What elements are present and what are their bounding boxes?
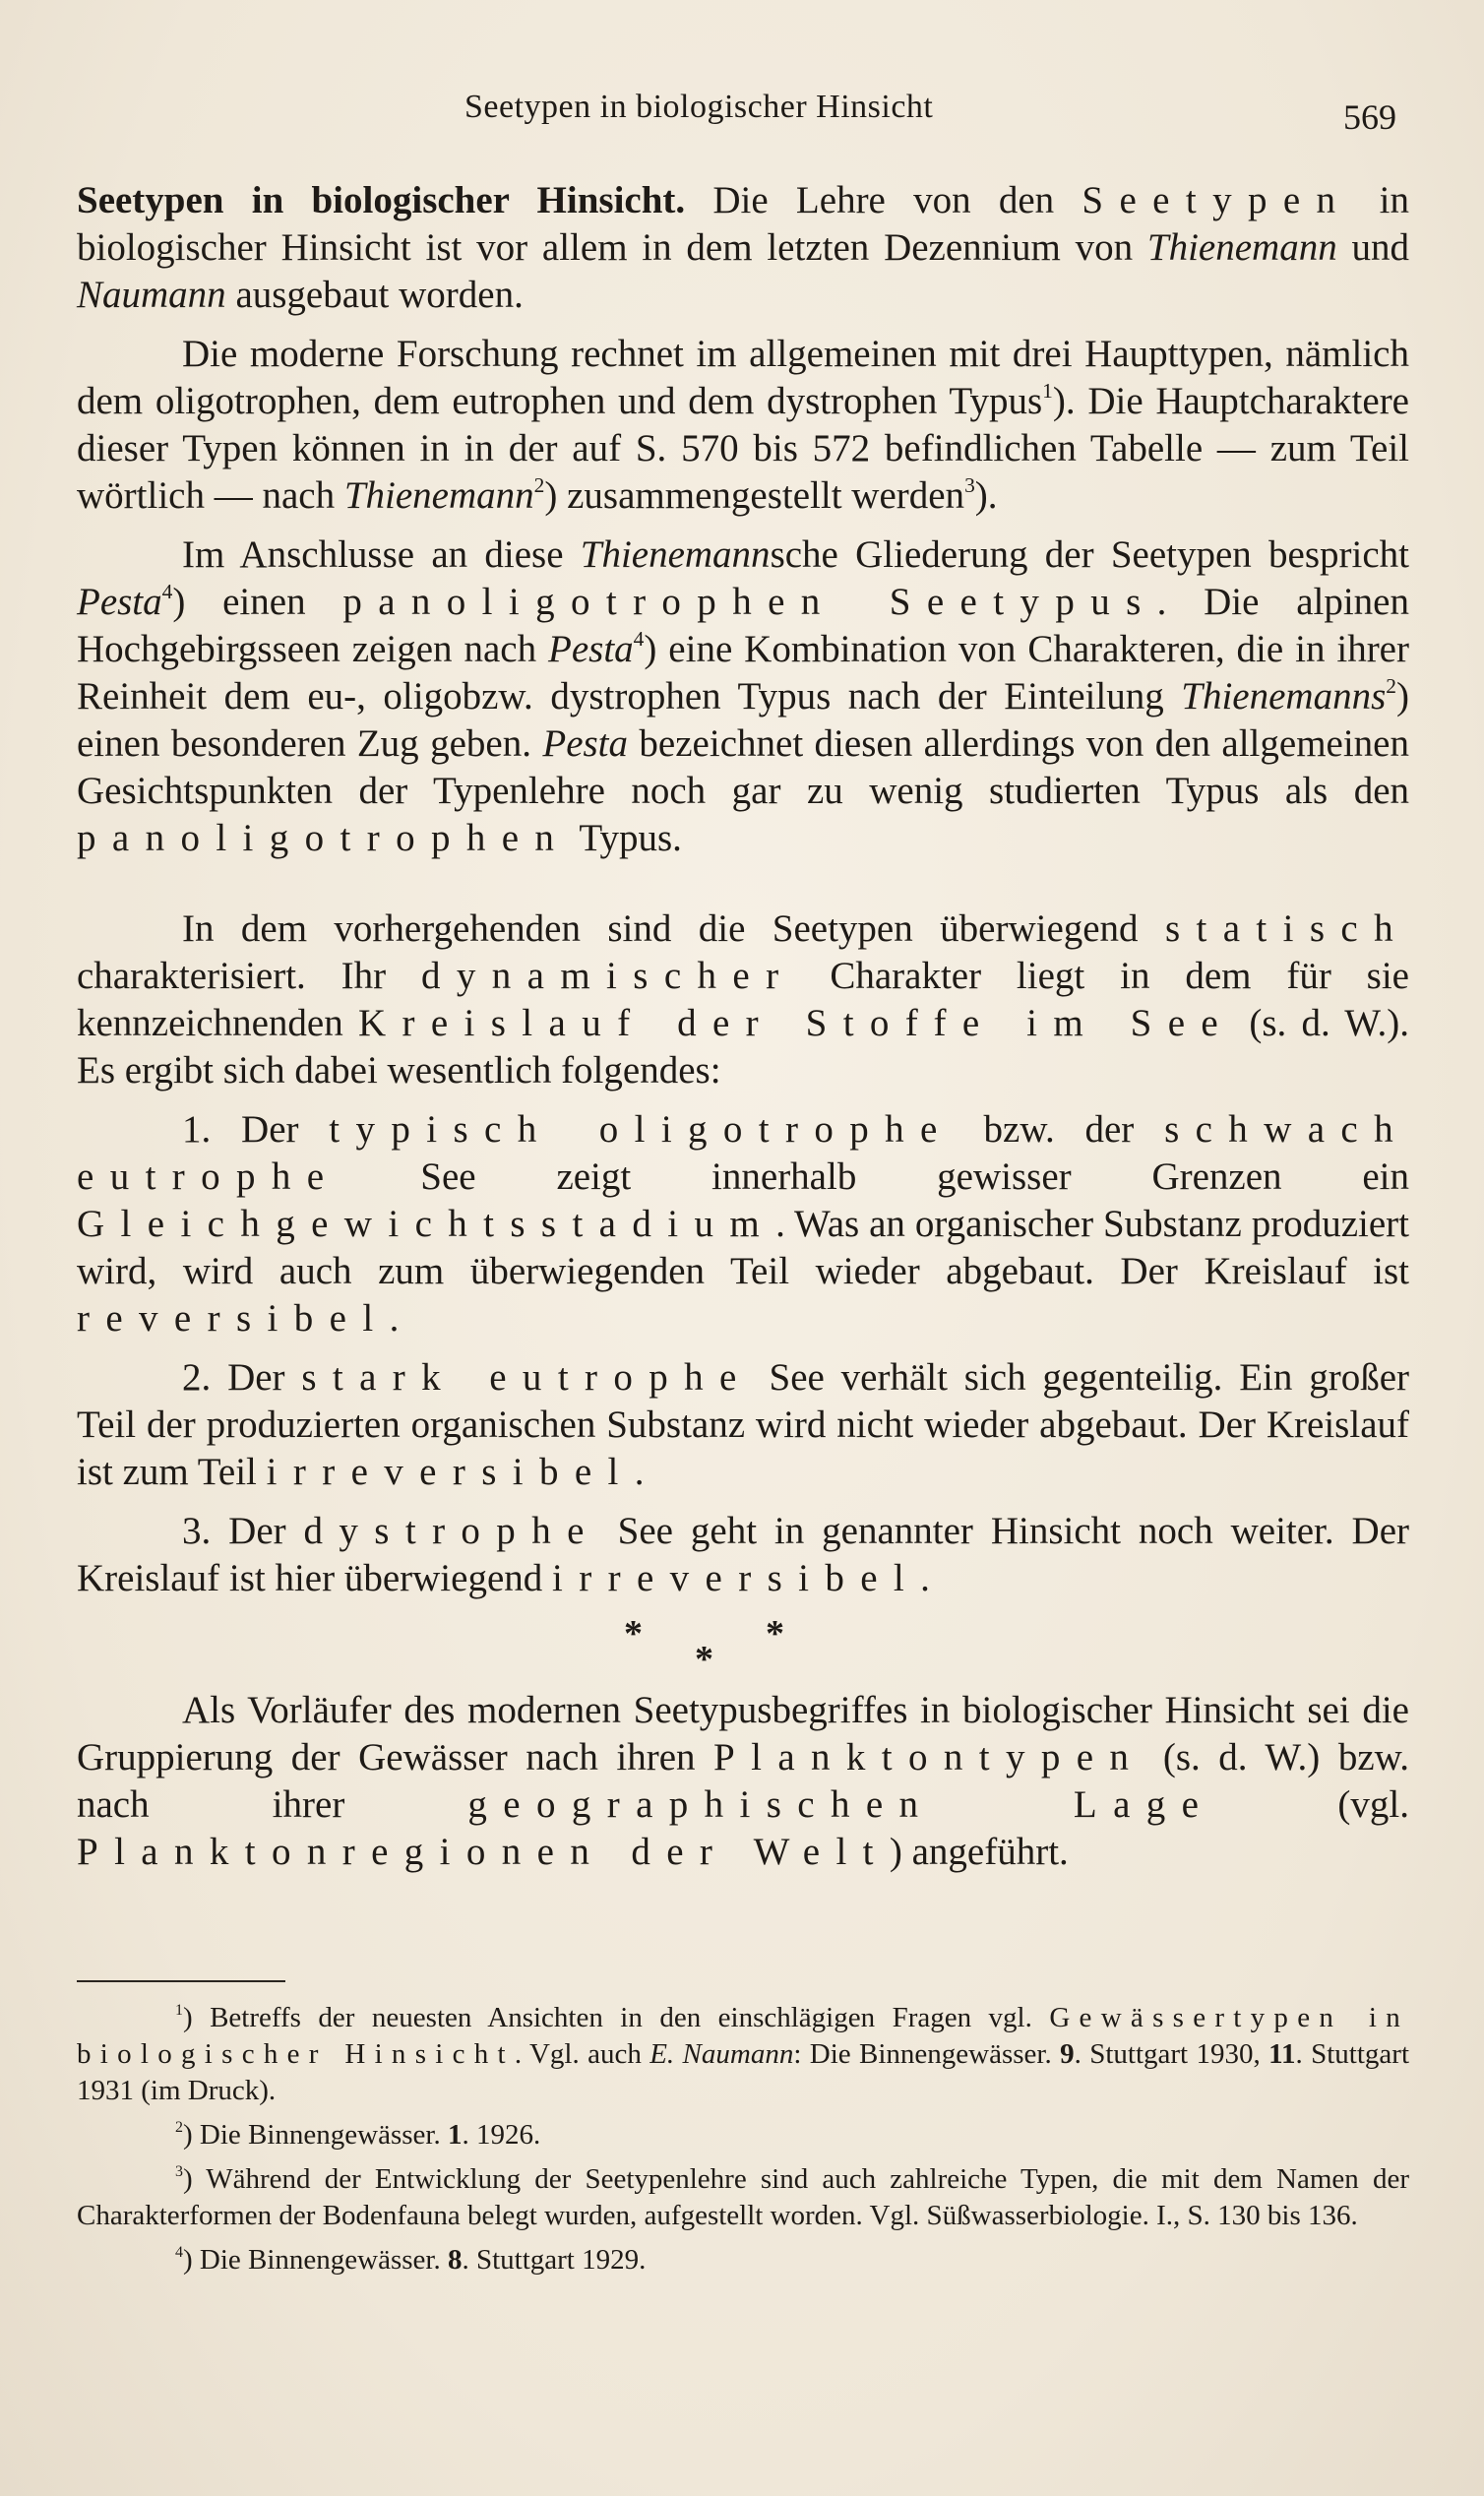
body-text	[77, 177, 1409, 1876]
footnote-ref: 4	[161, 579, 173, 603]
footnote-ref: 1	[1042, 378, 1053, 403]
section-heading: Seetypen in biologischer Hinsicht.	[77, 179, 686, 221]
paragraph-6: 2. Der stark eutrophe See verhält sich gegenteilig. Ein großer Teil der produzierten organischen Substanz wird nicht wieder abgebaut. Der Kreislauf ist zum Teil irreversibel.	[77, 1356, 1409, 1493]
paragraph-4: In dem vorhergehenden sind die Seetypen überwiegend statisch charakterisiert. Ihr dynamischer Charakter liegt in dem für sie kennzeichnenden Kreislauf der Stoffe im See (s. d. W.). Es ergibt sich dabei wesentlich folgendes:	[77, 907, 1409, 1092]
paragraph-7: 3. Der dystrophe See geht in genannter Hinsicht noch weiter. Der Kreislauf ist hier überwiegend irreversibel.	[77, 1510, 1410, 1599]
paragraph-3: Im Anschlusse an diese Thienemannsche Gliederung der Seetypen bespricht Pesta$^4$) einen panoligotrophen Seetypus. Die alpinen Hochgebirgsseen zeigen nach Pesta$^4$) eine Kombination von Charakteren, die in ihrer Reinheit dem eu-, oligobzw. dystrophen Typus nach der Einteilung Thienemanns$^2$) einen besonderen Zug geben. Pesta bezeichnet diesen allerdings von den allgemeinen Gesichtspunkten der Typenlehre noch gar zu wenig studierten Typus als den panoligotrophen Typus.	[77, 533, 1409, 859]
footnote-4: $^4$) Die Binnengewässer. 8. Stuttgart 1929.	[175, 2244, 647, 2276]
footnote-ref: 4	[633, 626, 645, 651]
paragraph-2: Die moderne Forschung rechnet im allgemeinen mit drei Haupttypen, nämlich dem oligotrophen, dem eutrophen und dem dystrophen Typus$^1$). Die Hauptcharaktere dieser Typen können in in der auf S. 570 bis 572 befindlichen Tabelle — zum Teil wörtlich — nach Thienemann$^2$) zusammengestellt werden$^3$).	[77, 333, 1409, 517]
footnote-rule	[77, 1980, 285, 1982]
footnote-2: $^2$) Die Binnengewässer. 1. 1926.	[175, 2119, 541, 2151]
running-head: Seetypen in biologischer Hinsicht	[464, 89, 934, 125]
footnote-1: $^1$) Betreffs der neuesten Ansichten in den einschlägigen Fragen vgl. Gewässertypen in biologischer Hinsicht. Vgl. auch E. Naumann: Die Binnengewässer. 9. Stuttgart 1930, 11. Stuttgart 1931 (im Druck).	[77, 2002, 1410, 2106]
section-divider-asterisks	[77, 1612, 1409, 1681]
footnote-3: $^3$) Während der Entwicklung der Seetypenlehre sind auch zahlreiche Typen, die mit dem Namen der Charakterformen der Bodenfauna belegt wurden, aufgestellt worden. Vgl. Süßwasserbiologie. I., S. 130 bis 136.	[77, 2163, 1409, 2231]
paragraph-1: Seetypen in biologischer Hinsicht. Die Lehre von den Seetypen in biologischer Hinsicht ist vor allem in dem letzten Dezennium von Thienemann und Naumann ausgebaut worden.	[77, 179, 1409, 316]
asterisk: *	[624, 1613, 643, 1654]
footnote-ref: 3	[964, 472, 975, 497]
asterisk: *	[766, 1613, 784, 1654]
page-number: 569	[1343, 97, 1396, 137]
paragraph-8: Als Vorläufer des modernen Seetypusbegriffes in biologischer Hinsicht sei die Gruppierung der Gewässer nach ihren Planktontypen (s. d. W.) bzw. nach ihrer geographischen Lage (vgl. Planktonregionen der Welt) angeführt.	[77, 1689, 1410, 1873]
footnote-ref: 2	[1386, 673, 1396, 698]
paragraph-5: 1. Der typisch oligotrophe bzw. der schwach eutrophe See zeigt innerhalb gewisser Grenzen ein Gleichgewichtsstadium. Was an organischer Substanz produziert wird, wird auch zum überwiegenden Teil wieder abgebaut. Der Kreislauf ist reversibel.	[77, 1108, 1409, 1340]
footnote-ref: 2	[533, 472, 545, 497]
footnotes	[77, 2000, 1409, 2286]
asterisk: *	[695, 1639, 713, 1680]
